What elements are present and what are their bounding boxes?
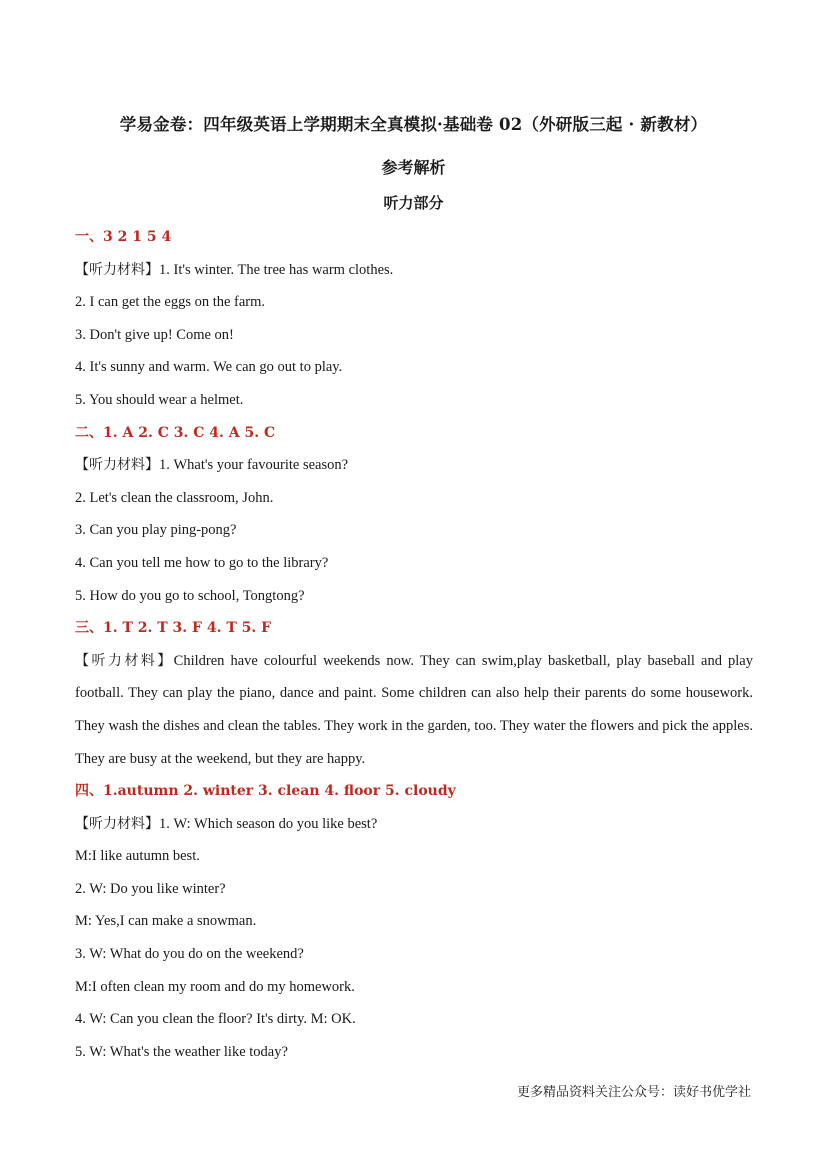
section-4-line-3: 2. W: Do you like winter? xyxy=(75,880,226,897)
document-subtitle: 参考解析 xyxy=(381,158,446,177)
listening-material-tag: 【听力材料】 xyxy=(75,815,159,832)
section-2-line-2: 2. Let's clean the classroom, John. xyxy=(75,489,274,506)
page-footer: 更多精品资料关注公众号：读好书优学社 xyxy=(516,1085,751,1100)
section-4-line-6: M:I often clean my room and do my homework. xyxy=(75,978,355,995)
section-4-line-7: 4. W: Can you clean the floor? It's dirty. M: OK. xyxy=(75,1011,356,1028)
section-2-line-4: 4. Can you tell me how to go to the library? xyxy=(75,554,329,571)
section-4-line-5: 3. W: What do you do on the weekend? xyxy=(75,946,304,963)
section-1-line-4: 4. It's sunny and warm. We can go out to play. xyxy=(75,359,343,376)
document-title: 学易金卷：四年级英语上学期期末全真模拟·基础卷 02（外研版三起 · 新教材） xyxy=(119,115,708,134)
section-2-line-3: 3. Can you play ping-pong? xyxy=(75,522,237,539)
section-3-heading: 三、1. T 2. T 3. F 4. T 5. F xyxy=(75,620,272,637)
listening-material-tag: 【听力材料】 xyxy=(75,261,159,278)
section-4-line-1: 【听力材料】1. W: Which season do you like best? xyxy=(75,815,378,832)
section-4-heading: 四、1.autumn 2. winter 3. clean 4. floor 5. cloudy xyxy=(75,783,456,800)
section-3-paragraph: 【听力材料】Children have colourful weekends now. They can swim,play basketball, play baseball and play football. They can play the piano, dance and paint. Some children can also help their parents do some housework. They wash the dishes and clean the tables. They work in the garden, too. They water the flowers and pick the apples. They are busy at the weekend, but they are happy. xyxy=(75,652,753,767)
section-2-line-5: 5. How do you go to school, Tongtong? xyxy=(75,587,305,604)
listening-material-tag: 【听力材料】 xyxy=(75,457,159,474)
section-title: 听力部分 xyxy=(383,194,444,212)
section-4-line-2: M:I like autumn best. xyxy=(75,848,200,865)
listening-material-tag: 【听力材料】 xyxy=(75,652,174,669)
section-2-line-1: 【听力材料】1. What's your favourite season? xyxy=(75,457,349,474)
section-4-line-8: 5. W: What's the weather like today? xyxy=(75,1043,288,1060)
section-4-line-4: M: Yes,I can make a snowman. xyxy=(75,913,257,930)
section-1-line-5: 5. You should wear a helmet. xyxy=(75,391,244,408)
section-1-heading: 一、3 2 1 5 4 xyxy=(75,229,172,245)
section-1-line-1: 【听力材料】1. It's winter. The tree has warm clothes. xyxy=(75,261,394,278)
section-1-line-2: 2. I can get the eggs on the farm. xyxy=(75,294,266,311)
section-2-heading: 二、1. A 2. C 3. C 4. A 5. C xyxy=(75,424,276,441)
section-1-line-3: 3. Don't give up! Come on! xyxy=(75,326,234,343)
document-content xyxy=(75,221,753,1068)
